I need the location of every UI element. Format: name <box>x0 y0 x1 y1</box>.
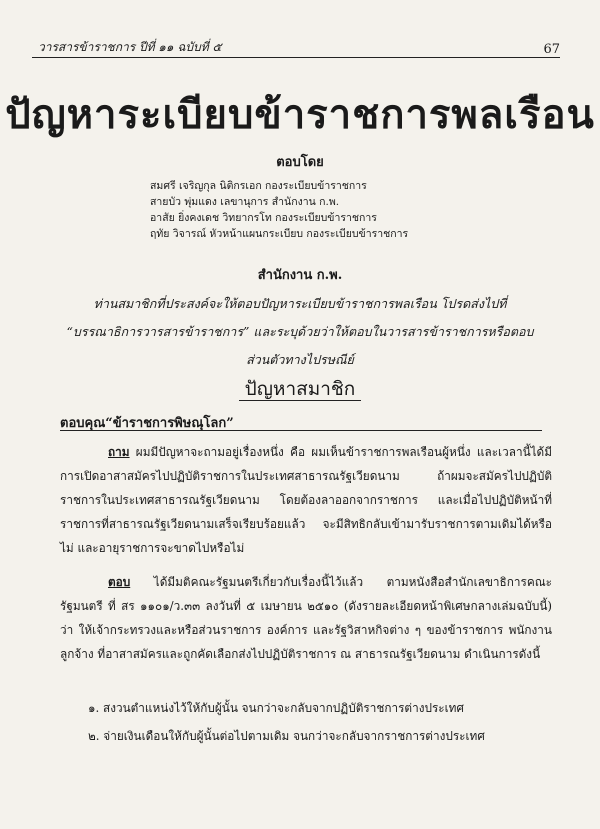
respondent: ฤทัย วิจารณ์ หัวหน้าแผนกระเบียบ กองระเบียบข้าราชการ <box>150 228 409 240</box>
respondent: สมศรี เจริญกุล นิติกรเอก กองระเบียบข้าราชการ <box>150 180 367 192</box>
answer-paragraph <box>60 570 552 666</box>
question-text: ผมมีปัญหาจะถามอยู่เรื่องหนึ่ง คือ ผมเห็นข้าราชการพลเรือนผู้หนึ่ง และเวลานี้ได้มีการเปิดอาสาสมัครไปปฏิบัติราชการในประเทศสาธารณรัฐเวียดนาม ถ้าผมจะสมัครไปปฏิบัติราชการในประเทศสาธารณรัฐเวียดนาม โดยต้องลาออกจากราชการ และเมื่อไปปฏิบัติหน้าที่ราชการที่สาธารณรัฐเวียดนามเสร็จเรียบร้อยแล้ว จะมีสิทธิกลับเข้ามารับราชการตามเดิมได้หรือไม่ และอายุราชการจะขาดไปหรือไม่ <box>60 445 552 555</box>
respondent: สายบัว พุ่มแดง เลขานุการ สำนักงาน ก.พ. <box>150 196 340 208</box>
office-name: สำนักงาน ก.พ. <box>257 268 343 283</box>
question-label: ถาม <box>108 445 130 459</box>
page-number: 67 <box>543 42 560 57</box>
answer-text: ได้มีมติคณะรัฐมนตรีเกี่ยวกับเรื่องนี้ไว้แล้ว ตามหนังสือสำนักเลขาธิการคณะรัฐมนตรี ที่ สร ๑๑๐๑/ว.๓๓ ลงวันที่ ๕ เมษายน ๒๕๑๐ (ดังรายละเอียดหน้าพิเศษกลางเล่มฉบับนี้) ว่า ให้เจ้ากระทรวงและหรือส่วนราชการ องค์การ และรัฐวิสาหกิจต่าง ๆ ของข้าราชการ พนักงาน ลูกจ้าง ที่อาสาสมัครและถูกคัดเลือกส่งไปปฏิบัติราชการ ณ สาธารณรัฐเวียดนาม ดำเนินการดังนี้ <box>60 575 552 661</box>
journal-issue: วารสารข้าราชการ ปีที่ ๑๑ ฉบับที่ ๕ <box>38 40 222 54</box>
respondent: อาสัย ยิ่งคงเดช วิทยากรโท กองระเบียบข้าราชการ <box>150 212 377 224</box>
answer-block <box>60 570 552 666</box>
section-title-text: ปัญหาสมาชิก <box>239 378 362 401</box>
reply-rule <box>60 430 542 431</box>
answer-label: ตอบ <box>108 575 131 589</box>
respondent-list <box>150 178 408 242</box>
list-item: ๒. จ่ายเงินเดือนให้กับผู้นั้นต่อไปตามเดิม จนกว่าจะกลับจากราชการต่างประเทศ <box>88 729 485 743</box>
answered-by-label: ตอบโดย <box>276 155 324 170</box>
question-block <box>60 440 552 560</box>
header-rule <box>32 57 560 58</box>
submission-notice: ท่านสมาชิกที่ประสงค์จะให้ตอบปัญหาระเบียบข้าราชการพลเรือน โปรดส่งไปที่ “บรรณาธิการวารสารข้าราชการ” และระบุด้วยว่าให้ตอบในวารสารข้าราชการหรือตอบส่วนตัวทางไปรษณีย์ <box>66 296 534 367</box>
running-header <box>38 38 560 57</box>
list-item: ๑. สงวนตำแหน่งไว้ให้กับผู้นั้น จนกว่าจะกลับจากปฏิบัติราชการต่างประเทศ <box>88 701 464 715</box>
section-title <box>0 374 600 404</box>
page-title: ปัญหาระเบียบข้าราชการพลเรือน <box>5 91 595 138</box>
question-paragraph <box>60 440 552 560</box>
reply-to-heading: ตอบคุณ“ข้าราชการพิษณุโลก” <box>60 416 234 431</box>
action-list <box>88 694 552 750</box>
